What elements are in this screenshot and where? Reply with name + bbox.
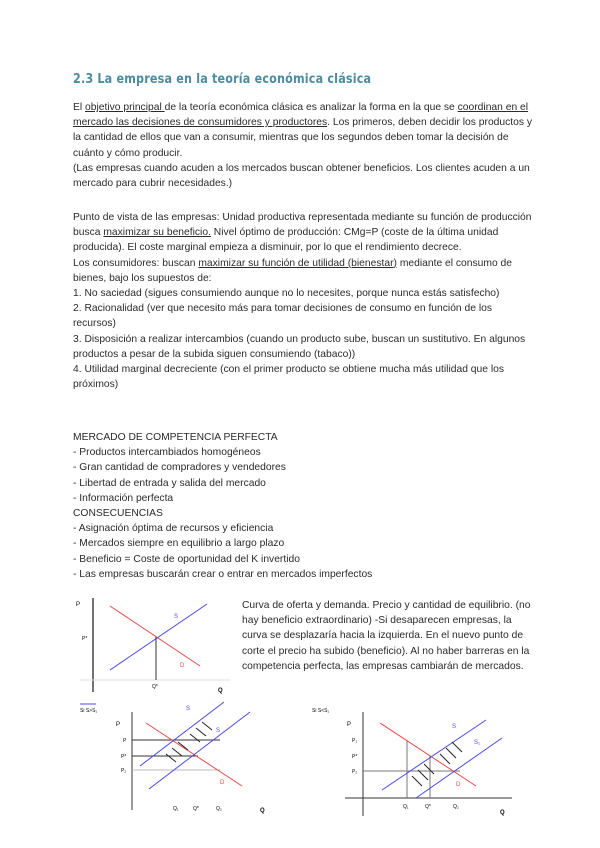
demand-curve [380,723,476,786]
q1-label: Q₁ [403,804,409,810]
p2-label: P₂ [121,768,127,774]
qstar-label: Q* [193,806,199,812]
graph-note: Si S>S₁ [80,708,98,714]
supply-label: S [216,728,221,734]
supply-label: S₁ [474,740,481,746]
demand-label: D [180,663,185,669]
supply-curve-s1 [149,712,250,789]
assumption-item: 4. Utilidad marginal decreciente (con el primer producto se obtiene mucha más utilidad que los próximos) [73,364,504,391]
assumption-item: 3. Disposición a realizar intercambios (cuando un producto sube, buscan un sustitutivo. En algunos productos a pesar de la subida siguen consumiendo (tabaco)) [73,333,526,360]
section-title: 2.3 La empresa en la teoría económica clásica [73,72,372,87]
list-item: - Asignación óptima de recursos y eficiencia [73,523,274,535]
intro-note: (Las empresas cuando acuden a los mercados buscan obtener beneficios. Los clientes acuden a un mercado para cubrir necesidades.) [73,162,530,190]
list-item: - Beneficio = Coste de oportunidad del K invertido [73,553,300,565]
supply-label: S [186,706,191,712]
demand-label: D [220,780,225,786]
underlined-text: maximizar su función de utilidad (bienestar) [198,257,397,269]
list-item: - Productos intercambiados homogéneos [73,447,261,459]
q-axis-label: Q [218,688,223,694]
p-eq-label: P* [82,636,88,642]
p-axis-label: P [76,602,81,608]
list-item: - Mercados siempre en equilibrio a largo plazo [73,538,285,550]
qstar-label: Q* [425,804,431,810]
list-item: - Información perfecta [73,492,174,504]
text-run: Los consumidores: buscan [73,257,199,269]
p-axis-label: P [116,722,121,728]
q1-label: Q₁ [173,806,179,812]
supply-shift-graph-right [300,698,520,823]
intro-paragraph [73,100,533,191]
viewpoints-paragraph [73,210,533,392]
list-item: - Libertad de entrada y salida del mercado [73,477,266,489]
supply-curve-s1 [416,738,502,798]
list-item: - Gran cantidad de compradores y vendedores [73,462,286,474]
graph-caption: Curva de oferta y demanda. Precio y cantidad de equilibrio. (no hay beneficio extraordinario) -Si desaparecen empresas, la curva se desplazaría hacia la izquierda. En el nuevo punto de corte el precio ha subido (beneficio). Al no haber barreras en la competencia perfecta, las empresas cambiarán de mercados. [242,600,531,672]
text-run: de la teoría económica clásica es analizar la forma en la que se [164,102,458,113]
underlined-text: objetivo principal [85,102,165,113]
assumption-item: 2. Racionalidad (ver que necesito más para tomar decisiones de consumo en función de los recursos) [73,303,492,330]
list-heading: MERCADO DE COMPETENCIA PERFECTA [73,432,278,443]
graph-note: Si S<S₁ [312,708,330,714]
underlined-text: coordinan en el mercado las decisiones de consumidores y productores [73,102,529,129]
text-run: El [73,102,86,113]
p1-label: P₁ [352,738,358,744]
supply-curve-s [382,720,486,790]
demand-curve [110,606,200,666]
assumption-item: 1. No saciedad (sigues consumiendo aunque no lo necesites, porque nunca estás satisfecho) [73,288,500,300]
q2-label: Q₂ [216,806,222,812]
supply-curve [110,604,207,670]
list-heading: CONSECUENCIAS [73,508,163,520]
pstar-label: P* [121,754,127,760]
q2-label: Q₂ [453,804,459,810]
supply-label: S [174,614,179,620]
underlined-text: maximizar su beneficio. [103,227,211,239]
pstar-label: P* [352,754,358,760]
p2-label: P₂ [352,769,358,775]
list-item: - Las empresas buscarán crear o entrar en mercados imperfectos [73,568,373,580]
supply-label: S [452,724,457,730]
perfect-competition-list [73,430,533,582]
q-axis-label: Q [260,808,265,814]
q-axis-label: Q [500,810,505,816]
supply-shift-graph-left [60,698,280,818]
text-run: Nivel óptimo de producción: CMg=P (coste de la última unidad producida). El coste marginal empieza a disminuir, por lo que el rendimiento decrece. [73,227,499,254]
p1-label: P [123,738,127,744]
demand-label: D [456,782,461,788]
p-axis-label: P [347,722,352,728]
q-eq-label: Q* [152,684,158,690]
supply-demand-graph [60,592,240,700]
text-run: mediante el consumo de bienes, bajo los supuestos de: [73,257,513,284]
text-run: Punto de vista de las empresas: Unidad productiva representada mediante su función de producción busca [73,212,532,239]
text-run: . Los primeros, deben decidir los productos y la cantidad de ellos que van a consumir, mientras que los segundos deben tomar la decisión de cuánto y cómo producir. [73,117,533,159]
